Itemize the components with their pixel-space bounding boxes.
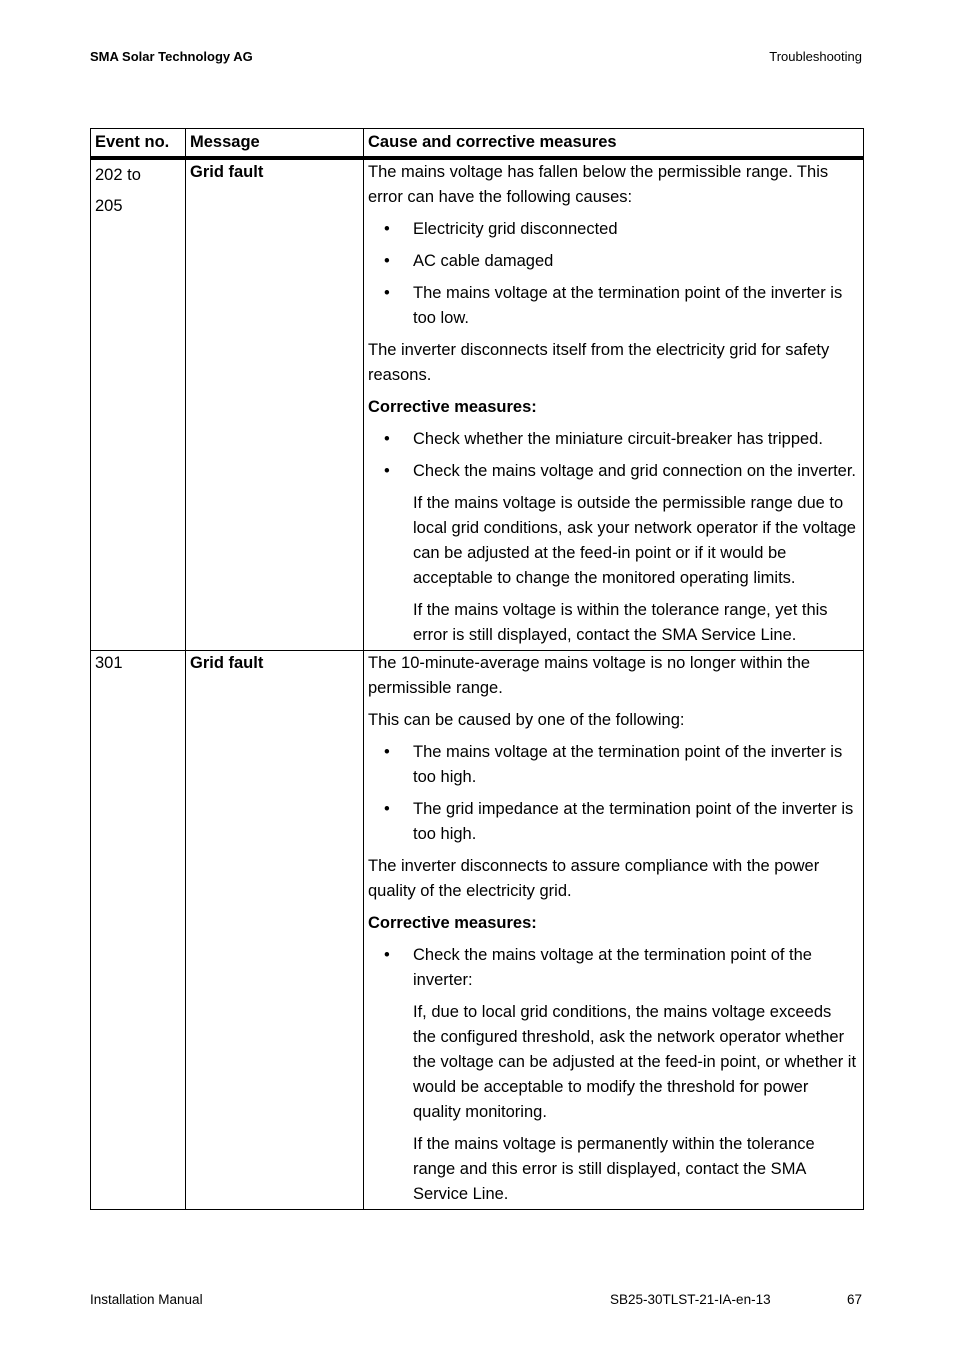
event-number: 301	[95, 654, 123, 672]
bullet-icon: •	[384, 743, 390, 761]
footer-doc-code: SB25-30TLST-21-IA-en-13	[610, 1292, 771, 1307]
cause-intro: This can be caused by one of the following:	[368, 711, 685, 729]
message-cell	[186, 651, 364, 1210]
event-number-cell	[91, 651, 186, 1210]
column-header-message: Message	[186, 129, 364, 159]
measure-note: If, due to local grid conditions, the mains voltage exceeds the configured threshold, ask the network operator whether the voltage can be adjusted at the feed-in point, or whether it would be acceptable to modify the threshold for power quality monitoring.	[413, 1003, 857, 1121]
message-cell	[186, 158, 364, 651]
list-item: • Check the mains voltage and grid connection on the inverter.	[368, 459, 857, 484]
consequence-text: The inverter disconnects itself from the electricity grid for safety reasons.	[368, 341, 830, 384]
header-company: SMA Solar Technology AG	[90, 49, 253, 64]
cause-intro: The mains voltage has fallen below the permissible range. This error can have the following causes:	[368, 163, 829, 206]
list-item: • The mains voltage at the termination point of the inverter is too low.	[368, 281, 857, 331]
measure-note: If the mains voltage is within the tolerance range, yet this error is still displayed, contact the SMA Service Line.	[413, 601, 828, 644]
list-item: • The grid impedance at the termination point of the inverter is too high.	[368, 797, 857, 847]
bullet-icon: •	[384, 220, 390, 238]
bullet-icon: •	[384, 284, 390, 302]
cause-cell	[364, 158, 864, 651]
footer-doc-type: Installation Manual	[90, 1292, 203, 1307]
measure-note: If the mains voltage is permanently within the tolerance range and this error is still displayed, contact the SMA Service Line.	[413, 1135, 815, 1203]
list-item: • AC cable damaged	[368, 249, 857, 274]
measures-title: Corrective measures:	[368, 914, 537, 932]
list-item: • Electricity grid disconnected	[368, 217, 857, 242]
measures-title: Corrective measures:	[368, 398, 537, 416]
bullet-icon: •	[384, 462, 390, 480]
event-table	[90, 128, 864, 1210]
cause-cell	[364, 651, 864, 1210]
column-header-event-no: Event no.	[91, 129, 186, 159]
bullet-icon: •	[384, 800, 390, 818]
bullet-icon: •	[384, 946, 390, 964]
header-section: Troubleshooting	[769, 49, 862, 64]
consequence-text: The inverter disconnects to assure compliance with the power quality of the electricity grid.	[368, 857, 820, 900]
cause-intro: The 10-minute-average mains voltage is no longer within the permissible range.	[368, 654, 811, 697]
table-row	[91, 158, 864, 651]
table-row	[91, 651, 864, 1210]
event-number-cell	[91, 158, 186, 651]
list-item: • The mains voltage at the termination point of the inverter is too high.	[368, 740, 857, 790]
bullet-icon: •	[384, 252, 390, 270]
list-item: • Check whether the miniature circuit-breaker has tripped.	[368, 427, 857, 452]
page-number: 67	[846, 1292, 862, 1307]
list-item: • Check the mains voltage at the termination point of the inverter:	[368, 943, 857, 993]
table-header-row	[91, 129, 864, 159]
message-text: Grid fault	[190, 163, 264, 181]
message-text: Grid fault	[190, 654, 264, 672]
event-number: 202 to	[95, 166, 141, 184]
column-header-cause: Cause and corrective measures	[364, 129, 864, 159]
measure-note: If the mains voltage is outside the permissible range due to local grid conditions, ask your network operator if the voltage can be adjusted at the feed-in point or if it would be acceptable to change the monitored operating limits.	[413, 494, 856, 587]
bullet-icon: •	[384, 430, 390, 448]
event-number: 205	[95, 197, 123, 215]
